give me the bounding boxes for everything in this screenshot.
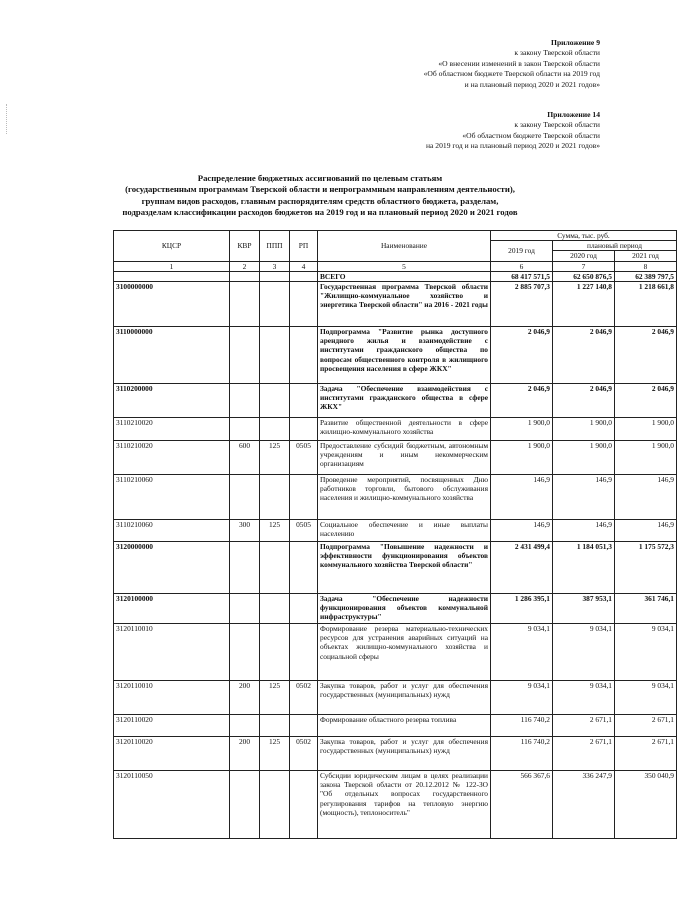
- cell-kvr: [230, 624, 260, 681]
- cell-y2021: 9 034,1: [615, 681, 677, 715]
- cell-kcsr: 3100000000: [114, 282, 230, 327]
- cell-y2019: 146,9: [491, 475, 553, 520]
- cell-ppp: 125: [260, 520, 290, 542]
- document-title: [0, 173, 640, 218]
- cell-y2020: 2 046,9: [553, 327, 615, 384]
- cell-kvr: [230, 475, 260, 520]
- cell-kcsr: 3110000000: [114, 327, 230, 384]
- cell-rp: 0505: [290, 520, 318, 542]
- cell-ppp: 125: [260, 441, 290, 475]
- cell-kcsr: 3120110010: [114, 624, 230, 681]
- cell-y2019: 2 046,9: [491, 384, 553, 418]
- cell-kcsr: 3110210020: [114, 441, 230, 475]
- cell-kvr: [230, 327, 260, 384]
- cell-y2021: 146,9: [615, 520, 677, 542]
- cell-y2021: 1 175 572,3: [615, 542, 677, 594]
- appendix-14-line: к закону Тверской области: [514, 120, 600, 130]
- cell-kcsr: 3120110050: [114, 771, 230, 839]
- cell-rp: 0502: [290, 737, 318, 771]
- appendix-9-block: [424, 38, 600, 90]
- cell-y2021: 2 046,9: [615, 327, 677, 384]
- cell-kvr: [230, 715, 260, 737]
- cell-ppp: [260, 271, 290, 281]
- table-row: [114, 737, 677, 771]
- appendix-9-line: и на плановый период 2020 и 2021 годов»: [464, 79, 600, 89]
- cell-ppp: [260, 418, 290, 441]
- cell-name: Задача "Обеспечение надежности функционирования объектов коммунальной инфраструктуры": [318, 594, 491, 624]
- cell-name: Закупка товаров, работ и услуг для обеспечения государственных (муниципальных) нужд: [318, 681, 491, 715]
- table-row: [114, 520, 677, 542]
- cell-y2021: 361 746,1: [615, 594, 677, 624]
- cell-kvr: [230, 384, 260, 418]
- cell-rp: [290, 384, 318, 418]
- table-row: [114, 282, 677, 327]
- cell-y2021: 2 671,1: [615, 715, 677, 737]
- cell-y2020: 336 247,9: [553, 771, 615, 839]
- cell-rp: [290, 542, 318, 594]
- cell-kvr: [230, 418, 260, 441]
- cell-kcsr: 3110210060: [114, 520, 230, 542]
- header-sum: Сумма, тыс. руб.: [491, 231, 677, 241]
- cell-y2020: 146,9: [553, 475, 615, 520]
- cell-y2020: 2 671,1: [553, 737, 615, 771]
- column-number: 3: [260, 261, 290, 271]
- cell-name: Подпрограмма "Повышение надежности и эффективности функционирования объектов коммунального хозяйства Тверской области": [318, 542, 491, 594]
- cell-rp: [290, 715, 318, 737]
- cell-y2021: 9 034,1: [615, 624, 677, 681]
- header-2021: 2021 год: [615, 251, 677, 261]
- cell-y2019: 1 900,0: [491, 418, 553, 441]
- cell-ppp: [260, 282, 290, 327]
- cell-y2020: 146,9: [553, 520, 615, 542]
- table-row: [114, 418, 677, 441]
- cell-kvr: [230, 594, 260, 624]
- cell-ppp: 125: [260, 737, 290, 771]
- cell-y2019: 2 431 499,4: [491, 542, 553, 594]
- cell-rp: [290, 624, 318, 681]
- cell-name: ВСЕГО: [318, 271, 491, 281]
- cell-kcsr: 3110210060: [114, 475, 230, 520]
- cell-y2019: 116 740,2: [491, 737, 553, 771]
- cell-y2021: 62 389 797,5: [615, 271, 677, 281]
- budget-table: [113, 230, 677, 839]
- column-number: 8: [615, 261, 677, 271]
- cell-ppp: [260, 542, 290, 594]
- cell-name: Подпрограмма "Развитие рынка доступного арендного жилья и взаимодействие с институтами гражданского общества по вопросам общественного контроля в жилищного просвещения населения в сфере ЖКХ": [318, 327, 491, 384]
- cell-y2021: 1 218 661,8: [615, 282, 677, 327]
- cell-y2019: 146,9: [491, 520, 553, 542]
- document-title-line: группам видов расходов, главным распорядителям средств областного бюджета, разделам,: [141, 195, 499, 206]
- cell-rp: [290, 271, 318, 281]
- table-row: [114, 475, 677, 520]
- cell-kcsr: 3110200000: [114, 384, 230, 418]
- cell-ppp: [260, 624, 290, 681]
- cell-y2020: 1 900,0: [553, 441, 615, 475]
- cell-y2019: 1 900,0: [491, 441, 553, 475]
- cell-kcsr: 3120110020: [114, 715, 230, 737]
- cell-y2019: 68 417 571,5: [491, 271, 553, 281]
- table-row: [114, 771, 677, 839]
- cell-kvr: [230, 282, 260, 327]
- column-number: 7: [553, 261, 615, 271]
- cell-y2020: 9 034,1: [553, 681, 615, 715]
- cell-y2020: 387 953,1: [553, 594, 615, 624]
- cell-name: Предоставление субсидий бюджетным, автономным учреждениям и иным некоммерческим организациям: [318, 441, 491, 475]
- cell-y2020: 1 227 140,8: [553, 282, 615, 327]
- cell-kcsr: 3120000000: [114, 542, 230, 594]
- header-2019: 2019 год: [491, 241, 553, 261]
- header-kvr: КВР: [230, 231, 260, 262]
- header-name: Наименование: [318, 231, 491, 262]
- cell-y2021: 2 671,1: [615, 737, 677, 771]
- cell-rp: [290, 594, 318, 624]
- cell-name: Социальное обеспечение и иные выплаты населению: [318, 520, 491, 542]
- cell-name: Формирование областного резерва топлива: [318, 715, 491, 737]
- column-number: 1: [114, 261, 230, 271]
- cell-y2021: 1 900,0: [615, 418, 677, 441]
- header-plan-period: плановый период: [553, 241, 677, 251]
- cell-kvr: [230, 271, 260, 281]
- cell-y2019: 1 286 395,1: [491, 594, 553, 624]
- cell-name: Проведение мероприятий, посвященных Дню работников торговли, бытового обслуживания населения и жилищно-коммунального хозяйства: [318, 475, 491, 520]
- header-2020: 2020 год: [553, 251, 615, 261]
- cell-kcsr: 3110210020: [114, 418, 230, 441]
- header-rp: РП: [290, 231, 318, 262]
- cell-rp: [290, 475, 318, 520]
- margin-marks: [6, 104, 9, 134]
- cell-name: Задача "Обеспечение взаимодействия с институтами гражданского общества в сфере ЖКХ": [318, 384, 491, 418]
- table-row: [114, 681, 677, 715]
- cell-kcsr: [114, 271, 230, 281]
- table-row: [114, 441, 677, 475]
- table-row: [114, 594, 677, 624]
- cell-kvr: 300: [230, 520, 260, 542]
- cell-kcsr: 3120110010: [114, 681, 230, 715]
- column-number: 6: [491, 261, 553, 271]
- cell-name: Закупка товаров, работ и услуг для обеспечения государственных (муниципальных) нужд: [318, 737, 491, 771]
- cell-name: Развитие общественной деятельности в сфере жилищно-коммунального хозяйства: [318, 418, 491, 441]
- cell-y2019: 9 034,1: [491, 681, 553, 715]
- cell-kvr: 200: [230, 737, 260, 771]
- cell-kvr: 200: [230, 681, 260, 715]
- appendix-14-title: Приложение 14: [547, 110, 600, 119]
- cell-y2021: 146,9: [615, 475, 677, 520]
- cell-y2019: 566 367,6: [491, 771, 553, 839]
- cell-kvr: 600: [230, 441, 260, 475]
- column-number: 4: [290, 261, 318, 271]
- cell-kcsr: 3120100000: [114, 594, 230, 624]
- cell-y2020: 2 046,9: [553, 384, 615, 418]
- cell-y2020: 2 671,1: [553, 715, 615, 737]
- table-row: [114, 715, 677, 737]
- cell-rp: 0502: [290, 681, 318, 715]
- appendix-14-line: «Об областном бюджете Тверской области: [462, 130, 600, 140]
- appendix-9-line: к закону Тверской области: [514, 48, 600, 58]
- cell-y2020: 1 184 051,3: [553, 542, 615, 594]
- table-row: [114, 624, 677, 681]
- cell-name: Государственная программа Тверской области "Жилищно-коммунальное хозяйство и энергетика Тверской области" на 2016 - 2021 годы: [318, 282, 491, 327]
- table-body: [114, 271, 677, 838]
- cell-y2020: 9 034,1: [553, 624, 615, 681]
- table-row: [114, 327, 677, 384]
- cell-name: Субсидии юридическим лицам в целях реализации закона Тверской области от 20.12.2012 № 122-ЗО "Об отдельных вопросах государственного регулирования тарифов на тепловую энергию (мощность), теплоноситель": [318, 771, 491, 839]
- table-row: [114, 542, 677, 594]
- document-title-line: Распределение бюджетных ассигнований по целевым статьям: [197, 173, 443, 183]
- cell-kvr: [230, 771, 260, 839]
- cell-y2021: 350 040,9: [615, 771, 677, 839]
- header-ppp: ППП: [260, 231, 290, 262]
- header-kcsr: КЦСР: [114, 231, 230, 262]
- document-title-line: подразделам классификации расходов бюджетов на 2019 год и на плановый период 2020 и 2021 годов: [122, 206, 518, 217]
- cell-rp: [290, 282, 318, 327]
- cell-rp: [290, 418, 318, 441]
- column-number: 5: [318, 261, 491, 271]
- cell-ppp: [260, 475, 290, 520]
- cell-y2019: 116 740,2: [491, 715, 553, 737]
- cell-rp: 0505: [290, 441, 318, 475]
- column-number: 2: [230, 261, 260, 271]
- cell-ppp: [260, 594, 290, 624]
- appendix-14-line: на 2019 год и на плановый период 2020 и 2021 годов»: [425, 141, 600, 151]
- cell-ppp: [260, 715, 290, 737]
- cell-y2021: 1 900,0: [615, 441, 677, 475]
- table-row: [114, 271, 677, 281]
- cell-ppp: 125: [260, 681, 290, 715]
- cell-y2019: 2 885 707,3: [491, 282, 553, 327]
- cell-y2021: 2 046,9: [615, 384, 677, 418]
- cell-kvr: [230, 542, 260, 594]
- cell-y2019: 2 046,9: [491, 327, 553, 384]
- cell-rp: [290, 771, 318, 839]
- table-row: [114, 384, 677, 418]
- cell-ppp: [260, 771, 290, 839]
- cell-y2019: 9 034,1: [491, 624, 553, 681]
- cell-ppp: [260, 327, 290, 384]
- appendix-9-title: Приложение 9: [551, 38, 600, 47]
- cell-kcsr: 3120110020: [114, 737, 230, 771]
- appendix-9-line: «Об областном бюджете Тверской области на 2019 год: [423, 69, 600, 79]
- appendix-14-block: [426, 110, 600, 152]
- document-title-line: (государственным программам Тверской области и непрограммным направлениям деятельности),: [125, 184, 515, 195]
- cell-name: Формирование резерва материально-технических ресурсов для устранения аварийных ситуаций на объектах жилищно-коммунального хозяйства и социальной сферы: [318, 624, 491, 681]
- cell-y2020: 1 900,0: [553, 418, 615, 441]
- appendix-9-line: «О внесении изменений в закон Тверской области: [438, 58, 600, 68]
- cell-rp: [290, 327, 318, 384]
- cell-y2020: 62 650 876,5: [553, 271, 615, 281]
- cell-ppp: [260, 384, 290, 418]
